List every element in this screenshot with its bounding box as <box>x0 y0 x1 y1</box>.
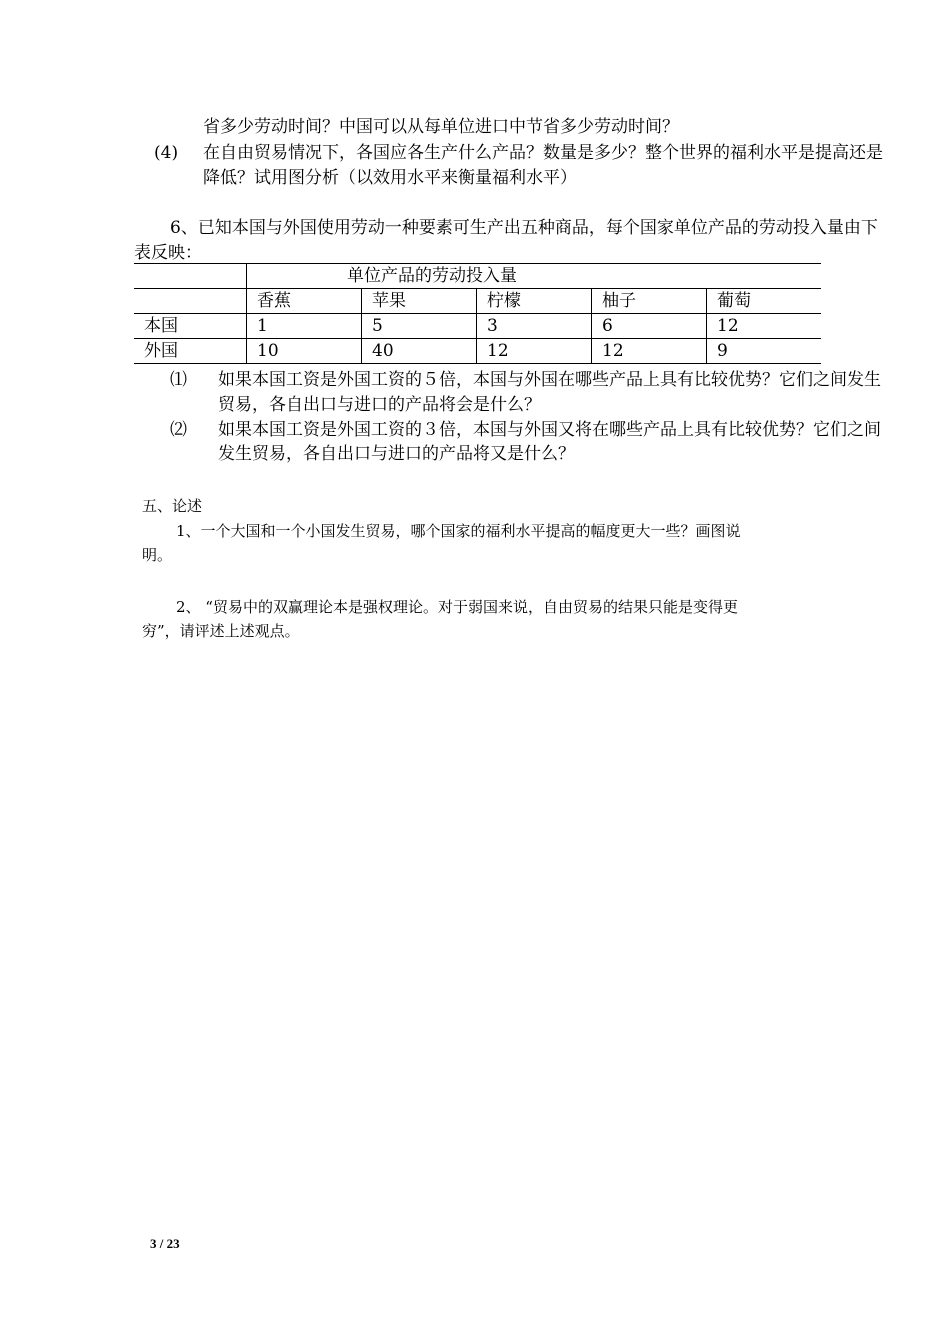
table-cell: 12 <box>592 339 707 364</box>
table-row <box>134 339 821 364</box>
essay2-line1: 2、 “贸易中的双赢理论本是强权理论。对于弱国来说，自由贸易的结果只能是变得更 <box>176 598 738 616</box>
q4-text-line2: 降低？试用图分析（以效用水平来衡量福利水平） <box>203 168 577 188</box>
product-apple: 苹果 <box>362 289 477 314</box>
page-number: 3 / 23 <box>150 1236 180 1251</box>
product-pomelo: 柚子 <box>592 289 707 314</box>
table-cell: 12 <box>707 314 822 339</box>
row-country: 外国 <box>134 339 247 364</box>
sub1-text-line1: 如果本国工资是外国工资的５倍，本国与外国在哪些产品上具有比较优势？它们之间发生 <box>218 370 881 390</box>
row-country: 本国 <box>134 314 247 339</box>
table-header: 单位产品的劳动投入量 <box>247 264 822 289</box>
q4-continuation: 省多少劳动时间？中国可以从每单位进口中节省多少劳动时间？ <box>203 117 679 137</box>
product-lemon: 柠檬 <box>477 289 592 314</box>
q4-number: (4) <box>154 143 179 163</box>
table-products-row <box>134 289 821 314</box>
product-grape: 葡萄 <box>707 289 822 314</box>
table-cell: 3 <box>477 314 592 339</box>
sub1-number: ⑴ <box>170 370 187 390</box>
table-cell: 12 <box>477 339 592 364</box>
table-corner-cell <box>134 264 247 289</box>
essay1-line2: 明。 <box>142 546 173 564</box>
sub2-text-line1: 如果本国工资是外国工资的３倍，本国与外国又将在哪些产品上具有比较优势？它们之间 <box>218 420 881 440</box>
essay2-line2: 穷”，请评述上述观点。 <box>142 622 300 640</box>
q6-text-line2: 表反映： <box>134 243 202 263</box>
table-cell: 5 <box>362 314 477 339</box>
table-corner-cell <box>134 289 247 314</box>
table-cell: 6 <box>592 314 707 339</box>
q6-text-line1: 6、已知本国与外国使用劳动一种要素可生产出五种商品，每个国家单位产品的劳动投入量由下 <box>170 218 878 238</box>
table-cell: 9 <box>707 339 822 364</box>
table-row <box>134 314 821 339</box>
section5-title: 五、论述 <box>142 497 203 515</box>
table-cell: 40 <box>362 339 477 364</box>
table-cell: 10 <box>247 339 362 364</box>
essay1-line1: 1、一个大国和一个小国发生贸易，哪个国家的福利水平提高的幅度更大一些？画图说 <box>176 522 741 540</box>
sub2-number: ⑵ <box>170 420 187 440</box>
sub2-text-line2: 发生贸易，各自出口与进口的产品将又是什么？ <box>218 444 575 464</box>
q4-text-line1: 在自由贸易情况下，各国应各生产什么产品？数量是多少？整个世界的福利水平是提高还是 <box>203 143 883 163</box>
table-header-row <box>134 264 821 289</box>
sub1-text-line2: 贸易，各自出口与进口的产品将会是什么？ <box>218 395 541 415</box>
product-banana: 香蕉 <box>247 289 362 314</box>
table-cell: 1 <box>247 314 362 339</box>
labor-input-table <box>134 263 821 364</box>
